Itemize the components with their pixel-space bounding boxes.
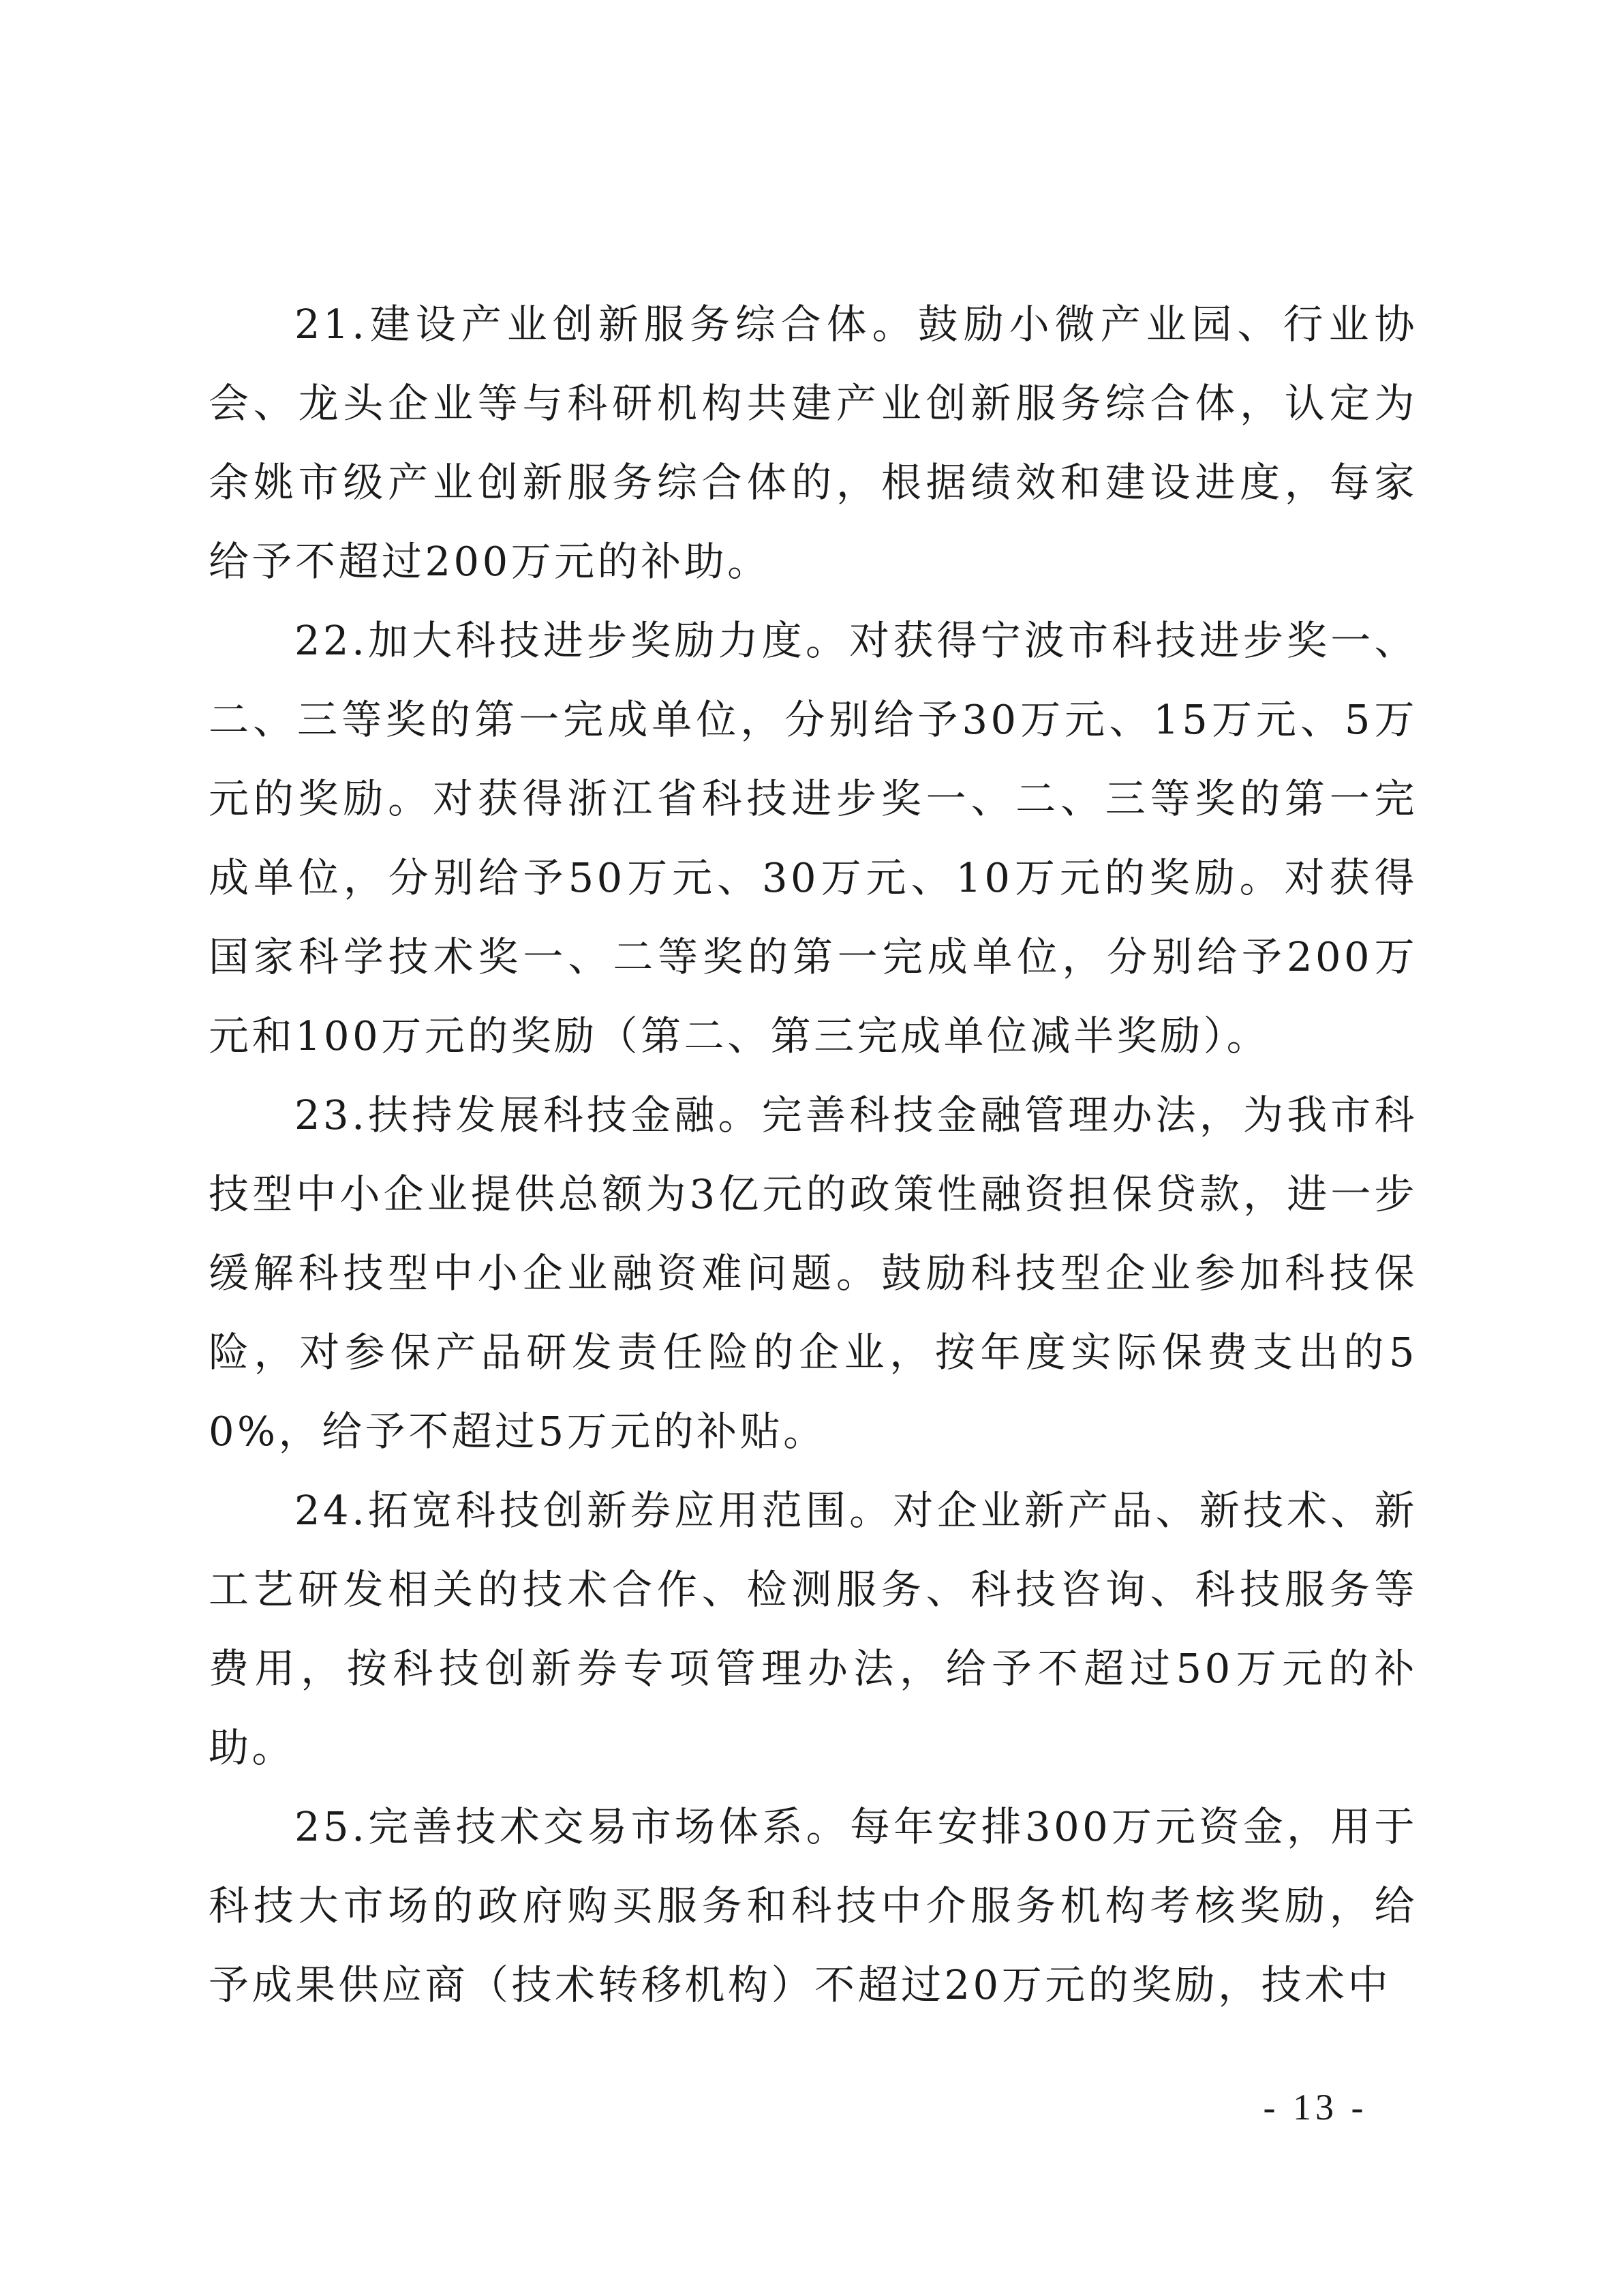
paragraph-24 — [209, 1471, 1418, 1787]
page-number: - 13 - — [1263, 2087, 1368, 2128]
paragraph-23 — [209, 1076, 1418, 1471]
paragraph-25-text: 每年安排300万元资金，用于科技大市场的政府购买服务和科技中介服务机构考核奖励，给予成果供应商（技术转移机构）不超过20万元的奖励，技术中 — [209, 1803, 1418, 2008]
paragraph-21 — [209, 285, 1418, 601]
paragraph-22-heading: 22.加大科技进步奖励力度。 — [294, 617, 850, 664]
paragraph-23-text: 完善科技金融管理办法，为我市科技型中小企业提供总额为3亿元的政策性融资担保贷款，进一步缓解科技型中小企业融资难问题。鼓励科技型企业参加科技保险，对参保产品研发责任险的企业，按年度实际保费支出的50%，给予不超过5万元的补贴。 — [209, 1091, 1418, 1455]
paragraph-25 — [209, 1787, 1418, 2025]
paragraph-23-heading: 23.扶持发展科技金融。 — [294, 1091, 762, 1138]
document-body — [209, 285, 1418, 2025]
paragraph-21-heading: 21.建设产业创新服务综合体。 — [294, 301, 918, 348]
paragraph-24-text: 对企业新产品、新技术、新工艺研发相关的技术合作、检测服务、科技咨询、科技服务等费用，按科技创新券专项管理办法，给予不超过50万元的补助。 — [209, 1487, 1418, 1771]
paragraph-22 — [209, 601, 1418, 1076]
paragraph-24-heading: 24.拓宽科技创新券应用范围。 — [294, 1487, 893, 1534]
paragraph-25-heading: 25.完善技术交易市场体系。 — [294, 1803, 850, 1850]
paragraph-22-text: 对获得宁波市科技进步奖一、二、三等奖的第一完成单位，分别给予30万元、15万元、5万元的奖励。对获得浙江省科技进步奖一、二、三等奖的第一完成单位，分别给予50万元、30万元、10万元的奖励。对获得国家科学技术奖一、二等奖的第一完成单位，分别给予200万元和100万元的奖励（第二、第三完成单位减半奖励）。 — [209, 617, 1418, 1059]
paragraph-21-text: 鼓励小微产业园、行业协会、龙头企业等与科研机构共建产业创新服务综合体，认定为余姚市级产业创新服务综合体的，根据绩效和建设进度，每家给予不超过200万元的补助。 — [209, 301, 1418, 585]
